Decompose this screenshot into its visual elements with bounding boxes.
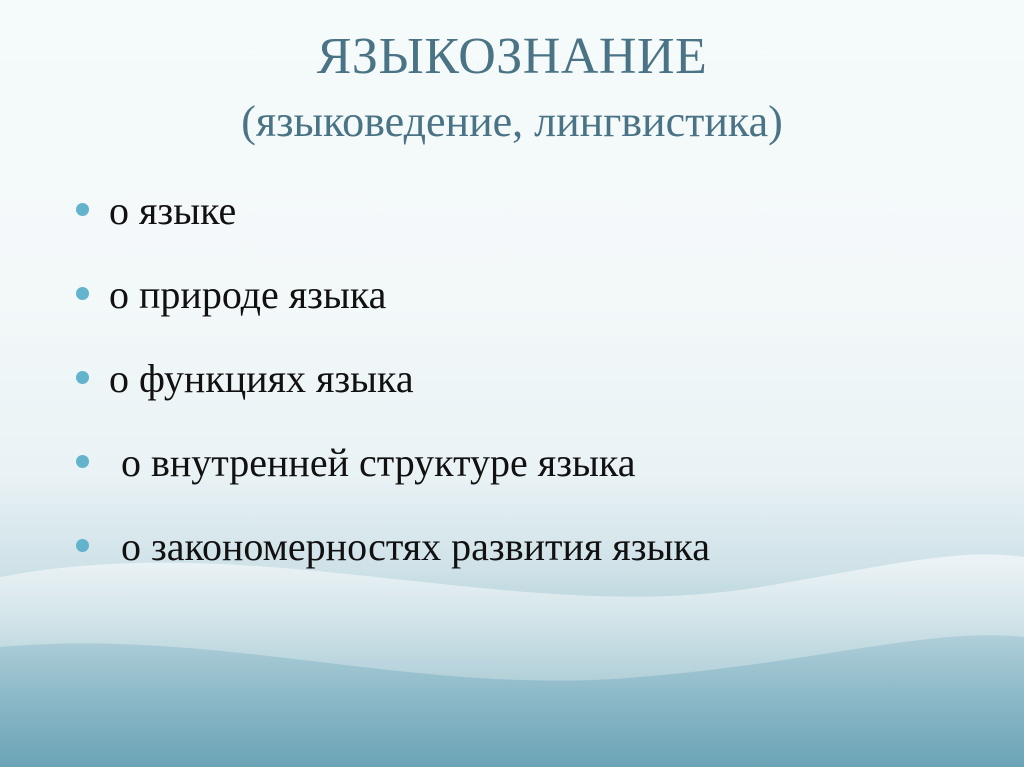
bullet-dot-icon [76, 455, 89, 468]
bullet-text: о закономерностях развития языка [121, 524, 710, 569]
bullet-dot-icon [76, 371, 89, 384]
title-block [0, 22, 1024, 150]
bullet-item [76, 186, 710, 270]
bullet-list [76, 186, 710, 606]
bullet-text: о языке [109, 188, 237, 233]
bullet-dot-icon [76, 203, 89, 216]
bullet-text: о внутренней структуре языка [121, 440, 636, 485]
slide-subtitle: (языковедение, лингвистика) [241, 97, 783, 146]
bullet-dot-icon [76, 539, 89, 552]
bullet-text: о функциях языка [109, 356, 414, 401]
bullet-item [76, 270, 710, 354]
bullet-item [76, 522, 710, 606]
bullet-item [76, 354, 710, 438]
bullet-dot-icon [76, 287, 89, 300]
bullet-item [76, 438, 710, 522]
bullet-text: о природе языка [109, 272, 387, 317]
slide-title: ЯЗЫКОЗНАНИЕ [316, 28, 708, 85]
